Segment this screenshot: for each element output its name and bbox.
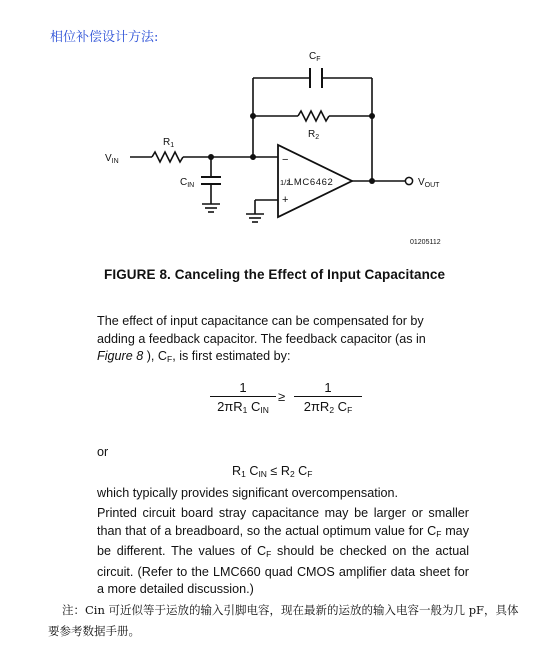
r2-resistor (298, 111, 329, 121)
vin-label: $V_{IN}$ (105, 153, 119, 165)
figure-reference: Figure 8 (97, 349, 144, 363)
r1-label: $R_1$ (163, 137, 175, 149)
junction-dot (250, 154, 256, 160)
opamp-label: LMC6462 (288, 177, 334, 188)
opamp-half: 1/2 (280, 178, 291, 187)
opamp-plus: + (282, 194, 289, 206)
vout-terminal (405, 177, 412, 184)
figure-code: 01205112 (410, 239, 441, 246)
paragraph-input-capacitance: The effect of input capacitance can be compensated for by adding a feedback capacitor. The feedback capacitor (as in Figure 8 ), $C_F$, is first estimated by: (97, 314, 426, 364)
junction-dot (369, 178, 375, 184)
junction-dot (250, 113, 256, 119)
vout-label: $V_{OUT}$ (418, 177, 440, 189)
right-fraction: $\frac{1}{2\pi R_2 C_F}$ (294, 380, 362, 415)
para1-line1: The effect of input capacitance can be compensated for by (97, 314, 424, 328)
r1-resistor (152, 152, 183, 162)
chinese-note: 注：Cin 可近似等于运放的输入引脚电容，现在最新的运放的输入电容一般为几 pF，具体要参考数据手册。 (48, 603, 519, 638)
figure-caption: FIGURE 8. Canceling the Effect of Input Capacitance (104, 267, 446, 282)
greater-equal-sign: ≥ (278, 389, 286, 404)
left-fraction: 1 $2\pi R_1$ $C_{IN}$ (210, 380, 276, 415)
cin-label: $C_{IN}$ (180, 177, 195, 189)
junction-dot (369, 113, 375, 119)
para1-line2: adding a feedback capacitor. The feedback capacitor (as in (97, 331, 426, 346)
or-word: or (97, 445, 109, 459)
circuit-schematic (0, 0, 559, 255)
simplified-equation: $R_1$ $C_{IN} \le R_2$ $C_F$ (232, 464, 313, 479)
r2-label: $R_2$ (308, 129, 320, 141)
paragraph-stray-capacitance: Printed circuit board stray capacitance may be larger or smaller than that of a breadboard, so the actual optimum value for $C_F$ may be different. The values of $C_F$ should be checked on the actual circuit. (Refer to the LMC660 quad CMOS amplifier data sheet for a more detailed discussion.) (97, 506, 469, 596)
opamp-minus: − (282, 154, 289, 166)
inequality-equation (210, 380, 370, 420)
page-heading: 相位补偿设计方法: (50, 30, 159, 45)
junction-dot (208, 154, 214, 160)
cf-label: $C_F$ (309, 51, 321, 63)
paragraph-overcompensation: which typically provides significant overcompensation. (97, 486, 398, 500)
